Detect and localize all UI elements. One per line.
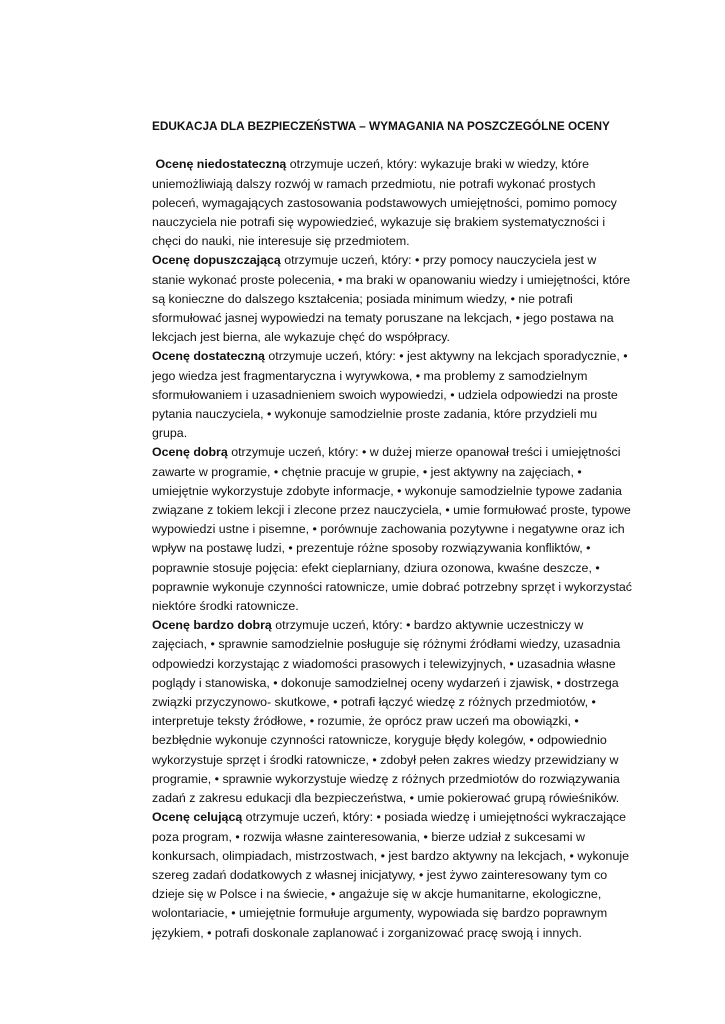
grade-label: Ocenę dostateczną xyxy=(152,349,265,364)
grade-description: otrzymuje uczeń, który: • bardzo aktywnie uczestniczy w zajęciach, • sprawnie samodzielnie posługuje się różnymi źródłami wiedzy, uzasadnia odpowiedzi korzystając z wiadomości prasowych i telewizyjnych, • uzasadnia własne poglądy i stanowiska, • dokonuje samodzielnej oceny wydarzeń i zjawisk, • dostrzega związki przyczynowo- skutkowe, • potrafi łączyć wiedzę z różnych przedmiotów, • interpretuje teksty źródłowe, • rozumie, że oprócz praw uczeń ma obowiązki, • bezbłędnie wykonuje czynności ratownicze, koryguje błędy kolegów, • odpowiednio wykorzystuje sprzęt i środki ratownicze, • zdobył pełen zakres wiedzy przewidziany w programie, • sprawnie wykorzystuje wiedzę z różnych przedmiotów do rozwiązywania zadań z zakresu edukacji dla bezpieczeństwa, • umie pokierować grupą rówieśników. xyxy=(152,618,621,806)
grade-description: otrzymuje uczeń, który: • w dużej mierze opanował treści i umiejętności zawarte w programie, • chętnie pracuje w grupie, • jest aktywny na zajęciach, • umiejętnie wykorzystuje zdobyte informacje, • wykonuje samodzielnie typowe zadania związane z tokiem lekcji i zlecone przez nauczyciela, • umie formułować proste, typowe wypowiedzi ustne i pisemne, • porównuje zachowania pozytywne i negatywne oraz ich wpływ na postawę ludzi, • prezentuje różne sposoby rozwiązywania konfliktów, • poprawnie stosuje pojęcia: efekt cieplarniany, dziura ozonowa, kwaśne deszcze, • poprawnie wykonuje czynności ratownicze, umie dobrać potrzebny sprzęt i wykorzystać niektóre środki ratownicze. xyxy=(152,445,633,614)
document-title: EDUKACJA DLA BEZPIECZEŃSTWA – WYMAGANIA NA POSZCZEGÓLNE OCENY xyxy=(152,119,610,133)
grade-label: Ocenę dopuszczającą xyxy=(152,253,281,268)
grade-description: otrzymuje uczeń, który: • jest aktywny na lekcjach sporadycznie, • jego wiedza jest fragmentaryczna i wyrywkowa, • ma problemy z samodzielnym sformułowaniem i uzasadnieniem swoich wypowiedzi, • udziela odpowiedzi na proste pytania nauczyciela, • wykonuje samodzielnie proste zadania, które przydzieli mu grupa. xyxy=(152,349,628,441)
section-dobra xyxy=(152,443,632,616)
section-dostateczna xyxy=(152,347,632,443)
grade-description: otrzymuje uczeń, który: • posiada wiedzę i umiejętności wykraczające poza program, • rozwija własne zainteresowania, • bierze udział z sukcesami w konkursach, olimpiadach, mistrzostwach, • jest bardzo aktywny na lekcjach, • wykonuje szereg zadań dodatkowych z własnej inicjatywy, • jest żywo zainteresowany tym co dzieje się w Polsce i na świecie, • angażuje się w akcje humanitarne, ekologiczne, wolontariacie, • umiejętnie formułuje argumenty, wypowiada się bardzo poprawnym językiem, • potrafi doskonale zaplanować i zorganizować pracę swoją i innych. xyxy=(152,810,629,940)
grade-label: Ocenę niedostateczną xyxy=(155,157,287,172)
document-page xyxy=(152,117,632,943)
section-bardzo-dobra xyxy=(152,616,632,808)
grade-label: Ocenę celującą xyxy=(152,810,243,825)
grade-label: Ocenę bardzo dobrą xyxy=(152,618,272,633)
section-niedostateczna xyxy=(152,155,632,251)
section-dopuszczajaca xyxy=(152,251,632,347)
section-celujaca xyxy=(152,808,632,942)
grade-description: otrzymuje uczeń, który: wykazuje braki w wiedzy, które uniemożliwiają dalszy rozwój w ramach przedmiotu, nie potrafi wykonać prostych poleceń, wymagających zastosowania podstawowych umiejętności, pomimo pomocy nauczyciela nie potrafi się wypowiedzieć, wykazuje się brakiem systematyczności i chęci do nauki, nie interesuje się przedmiotem. xyxy=(152,157,617,249)
grade-label: Ocenę dobrą xyxy=(152,445,228,460)
grade-description: otrzymuje uczeń, który: • przy pomocy nauczyciela jest w stanie wykonać proste polecenia, • ma braki w opanowaniu wiedzy i umiejętności, które są konieczne do dalszego kształcenia; posiada minimum wiedzy, • nie potrafi sformułować jasnej wypowiedzi na tematy poruszane na lekcjach, • jego postawa na lekcjach jest bierna, ale wykazuje chęć do współpracy. xyxy=(152,253,631,345)
